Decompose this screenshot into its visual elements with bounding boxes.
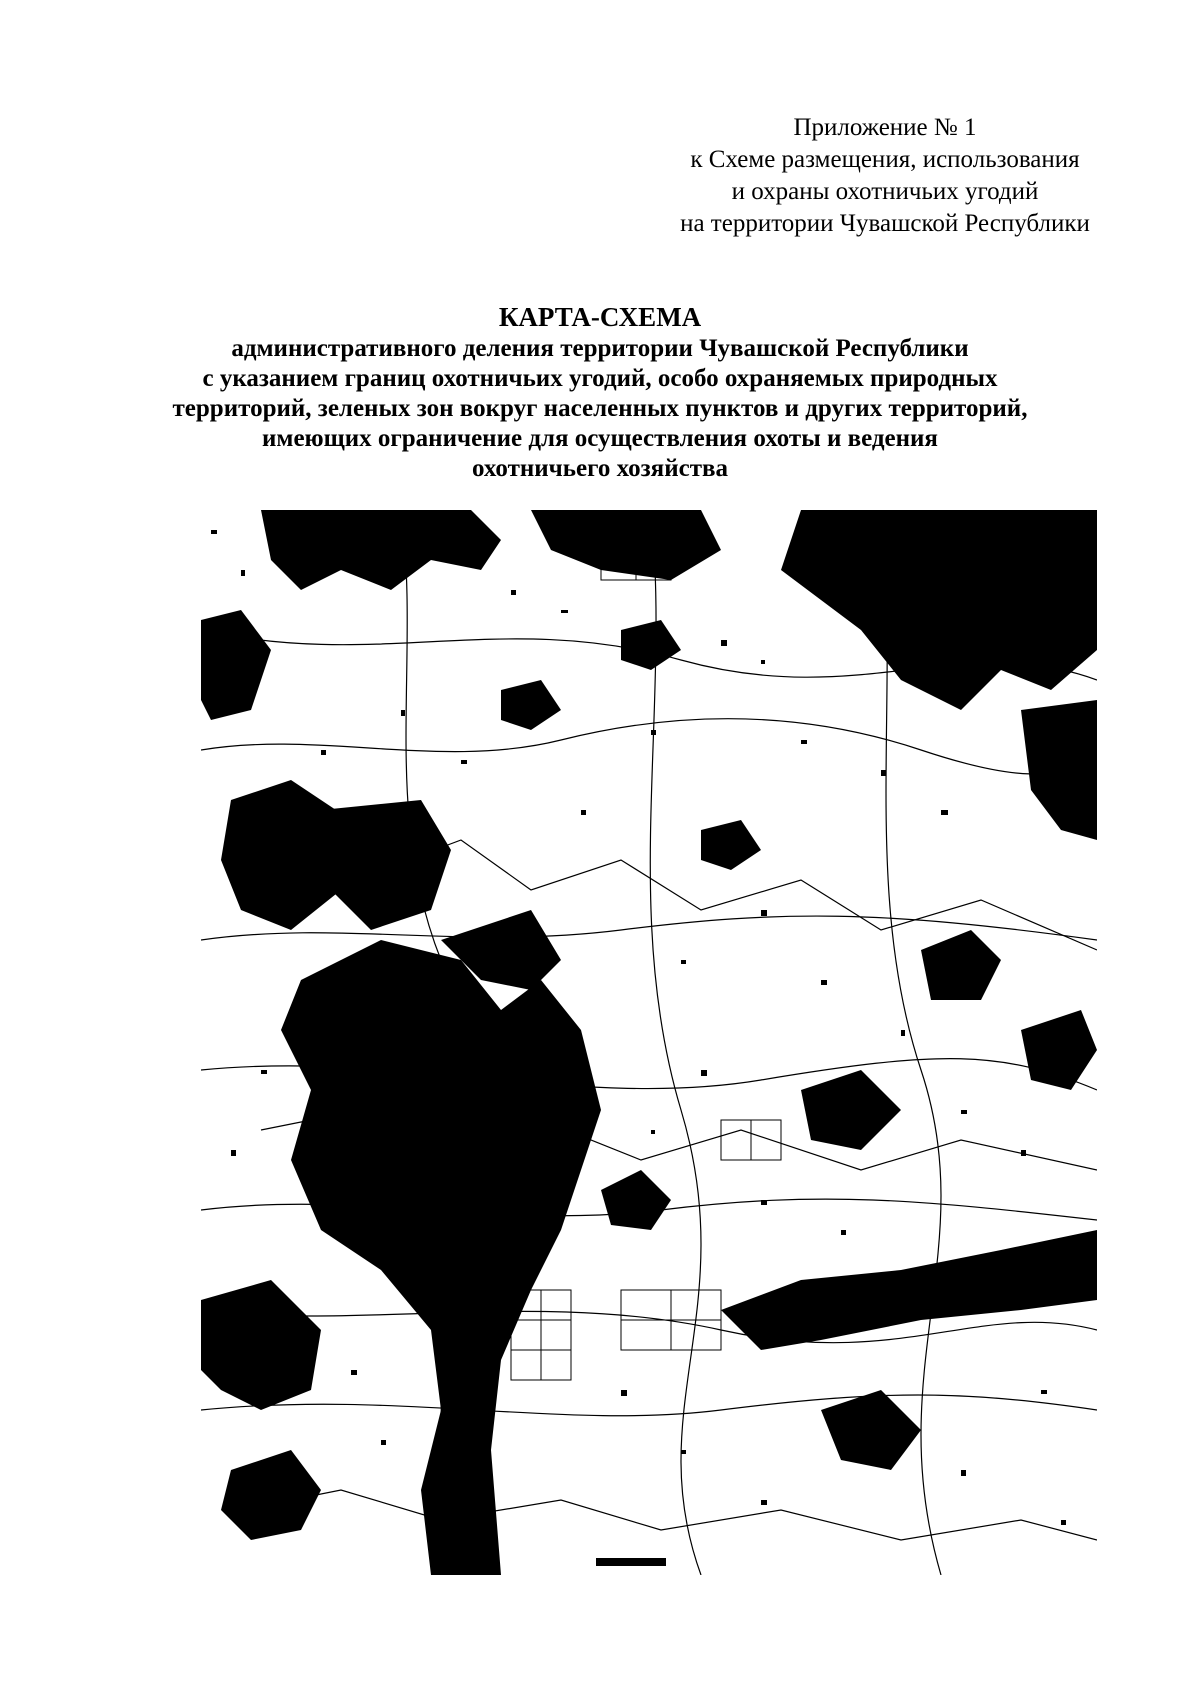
forest-top-left [261,510,501,590]
forest-bottom-right [821,1390,921,1470]
forest-bottom-left [221,1450,321,1540]
forest-right-patch [1021,1010,1097,1090]
forest-bottom-band [721,1230,1097,1350]
appendix-note [640,112,1130,240]
forest-top-center [531,510,721,580]
forest-right-mid [921,930,1001,1000]
forest-right-edge [1021,700,1097,840]
map-svg [201,510,1097,1575]
forest-right-lower [801,1070,901,1150]
document-title [100,300,1100,484]
map-image [201,510,1097,1575]
forest-mid-small-2 [501,680,561,730]
appendix-line-2: к Схеме размещения, использования [690,146,1080,173]
forest-lower-left [201,1280,321,1410]
appendix-line-4: на территории Чувашской Республики [680,210,1090,237]
forest-center-right [701,820,761,870]
title-subtitle: административного деления территории Чувашской Республики с указанием границ охотничьих угодий, особо охраняемых природных территорий, зеленых зон вокруг населенных пунктов и других территорий, имеющих ограничение для осуществления охоты и ведения охотничьего хозяйства [172,335,1028,482]
forest-mid-small [621,620,681,670]
forest-left-upper [201,610,271,720]
appendix-line-3: и охраны охотничьих угодий [731,178,1039,205]
scale-bar [596,1558,666,1566]
forest-top-right [781,510,1097,710]
forest-central [281,940,601,1575]
title-main: КАРТА-СХЕМА [498,302,702,332]
appendix-line-1: Приложение № 1 [793,114,977,141]
forest-left-block [321,800,451,930]
forest-lower-center [601,1170,671,1230]
